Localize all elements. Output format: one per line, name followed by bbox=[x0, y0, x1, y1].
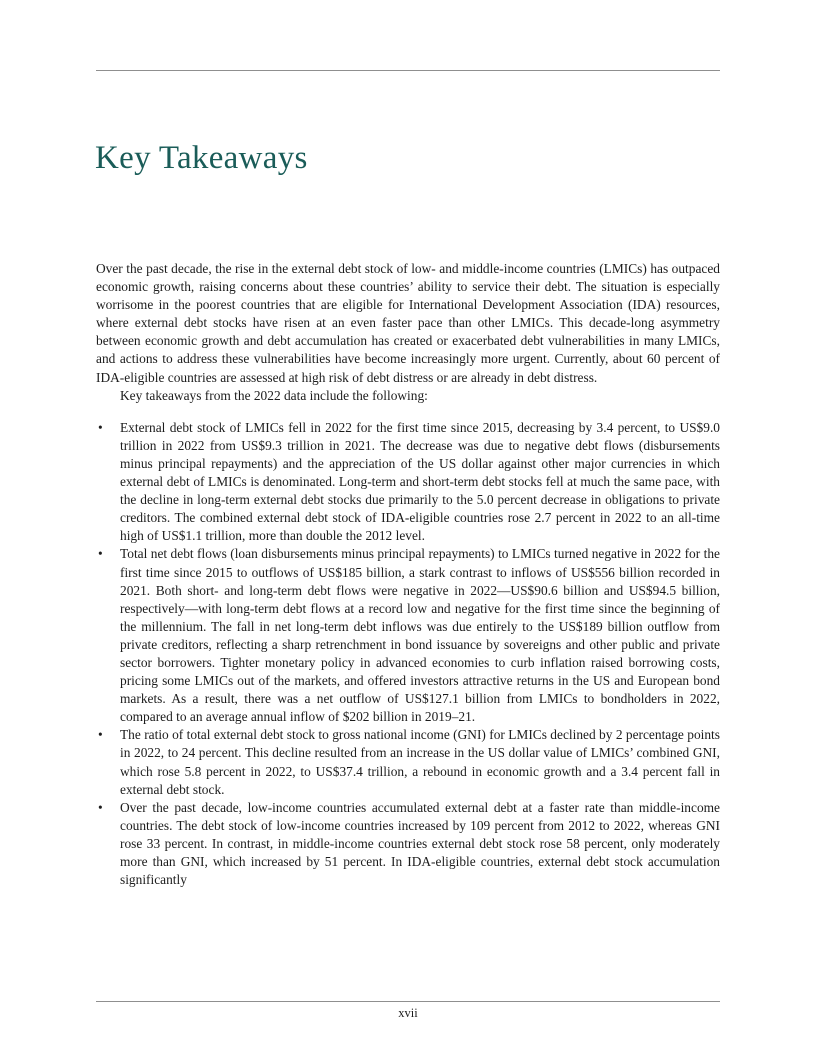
bullet-text: The ratio of total external debt stock to gross national income (GNI) for LMICs declined by 2 percentage points in 2022, to 24 percent. This decline resulted from an increase in the US dollar value of LMICs’ combined GNI, which rose 5.8 percent in 2022, to US$37.4 trillion, a rebound in economic growth and a 3.4 percent fall in external debt stock. bbox=[120, 727, 720, 797]
bullet-text: Total net debt flows (loan disbursements minus principal repayments) to LMICs turned negative in 2022 for the first time since 2015 to outflows of US$185 billion, a stark contrast to inflows of US$556 billion recorded in 2021. Both short- and long-term debt flows were negative in 2022—US$90.6 billion and US$94.5 billion, respectively—with long-term debt flows at a record low and negative for the first time since the beginning of the millennium. The fall in net long-term debt inflows was due entirely to the US$189 billion outflow from private creditors, reflecting a sharp retrenchment in bond issuance by sovereigns and other public and private sector borrowers. Tighter monetary policy in advanced economies to curb inflation raised borrowing costs, pricing some LMICs out of the markets, and offered investors attractive returns in the US and European bond markets. As a result, there was a net outflow of US$127.1 billion from LMICs to bondholders in 2022, compared to an average annual inflow of $202 billion in 2019–21. bbox=[120, 546, 720, 725]
bullet-marker: • bbox=[98, 799, 103, 815]
list-item bbox=[96, 799, 720, 889]
bullet-marker: • bbox=[98, 727, 103, 743]
intro-paragraph: Over the past decade, the rise in the external debt stock of low- and middle-income countries (LMICs) has outpaced economic growth, raising concerns about these countries’ ability to service their debt. The situation is especially worrisome in the poorest countries that are eligible for International Development Association (IDA) resources, where external debt stocks have risen at an even faster pace than other LMICs. This decade-long asymmetry between economic growth and debt accumulation has created or exacerbated debt vulnerabilities in many LMICs, and actions to address these vulnerabilities have become increasingly more urgent. Currently, about 60 percent of IDA-eligible countries are assessed at high risk of debt distress or are already in debt distress. bbox=[96, 261, 720, 385]
list-item bbox=[96, 726, 720, 798]
list-item bbox=[96, 419, 720, 546]
bullet-marker: • bbox=[98, 419, 103, 435]
bullet-marker: • bbox=[98, 546, 103, 562]
header-rule bbox=[96, 70, 720, 71]
bullet-text: Over the past decade, low-income countries accumulated external debt at a faster rate than middle-income countries. The debt stock of low-income countries increased by 109 percent from 2012 to 2022, whereas GNI rose 33 percent. In contrast, in middle-income countries external debt stock rose 58 percent, only moderately more than GNI, which increased by 51 percent. In IDA-eligible countries, external debt stock accumulation significantly bbox=[120, 799, 720, 888]
bullet-text: External debt stock of LMICs fell in 2022 for the first time since 2015, decreasing by 3.4 percent, to US$9.0 trillion in 2022 from US$9.3 trillion in 2021. The decrease was due to negative debt flows (disbursements minus principal repayments) and the appreciation of the US dollar against other major currencies in which external debt of LMICs is denominated. Long-term and short-term debt stocks fell at much the same pace, with the decline in long-term external debt stocks due primarily to the 5.0 percent decrease in obligations to private creditors. The combined external debt stock of IDA-eligible countries rose 2.7 percent in 2022 to an all-time high of US$1.1 trillion, more than double the 2012 level. bbox=[120, 419, 720, 544]
footer-rule bbox=[96, 1001, 720, 1002]
lead-in-paragraph: Key takeaways from the 2022 data include the following: bbox=[120, 387, 428, 403]
page-title: Key Takeaways bbox=[95, 140, 308, 176]
list-item bbox=[96, 545, 720, 726]
key-takeaways-list bbox=[96, 419, 720, 889]
page-body bbox=[96, 260, 720, 889]
page-number: xvii bbox=[398, 1006, 418, 1020]
